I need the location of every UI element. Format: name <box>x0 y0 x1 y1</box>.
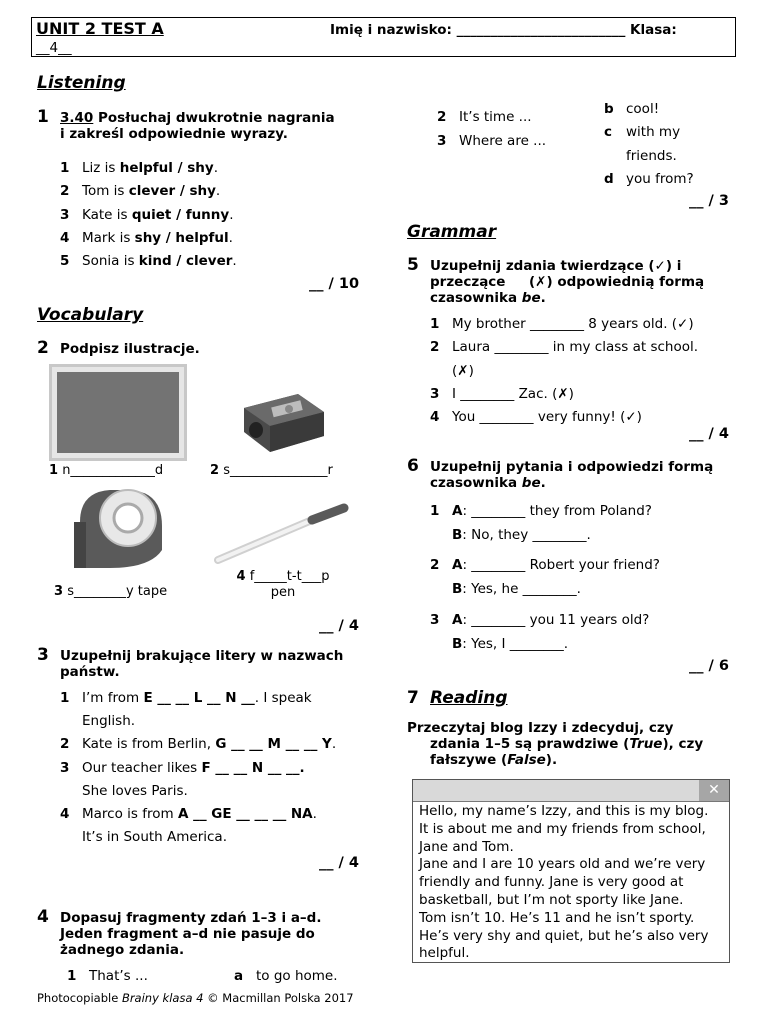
blog-line: basketball, but I’m not sporty like Jane. <box>419 891 684 908</box>
item-number: 1 <box>430 503 440 519</box>
item-text: She loves Paris. <box>82 782 188 799</box>
caption-2 <box>210 463 333 478</box>
instruction-text: Posłuchaj dwukrotnie nagrania <box>93 110 335 126</box>
country-gaps: F __ __ N __ __. <box>201 759 305 776</box>
footer <box>37 991 354 1005</box>
question-2-instruction: Podpisz ilustracje. <box>60 341 200 357</box>
list-item <box>430 336 698 359</box>
footer-text: © Macmillan Polska 2017 <box>203 991 354 1005</box>
blog-window <box>412 779 730 963</box>
instruction-text: be <box>521 475 541 491</box>
caption-number: 1 <box>49 463 59 478</box>
caption-1 <box>49 463 163 478</box>
item-text: ________ Robert your friend? <box>471 557 660 573</box>
question-3-instruction <box>60 648 343 680</box>
item-text: Mark is <box>82 229 135 246</box>
item-text: I ________ Zac. (✗) <box>452 385 574 402</box>
item-number: 4 <box>430 409 440 426</box>
instruction-text: Jeden fragment a–d nie pasuje do <box>60 926 315 942</box>
speaker-b-label: B <box>452 635 463 652</box>
country-gaps: G __ __ M __ __ Y <box>215 736 332 753</box>
instruction-text: żadnego zdania. <box>60 942 185 958</box>
item-letter: c <box>604 124 613 141</box>
list-item <box>60 180 237 203</box>
list-item <box>437 133 546 149</box>
blog-window-titlebar <box>413 780 729 802</box>
caption-3 <box>54 584 167 599</box>
item-text: Kate is from Berlin, <box>82 736 216 753</box>
item-text: . <box>232 253 237 270</box>
blog-line: helpful. <box>419 945 470 962</box>
instruction-text: ). <box>545 752 558 768</box>
question-7-instruction <box>407 720 703 768</box>
blog-line: Jane and I are 10 years old and we’re very <box>419 856 706 873</box>
answer-options: shy / helpful <box>134 229 229 246</box>
item-text: with my <box>626 124 681 141</box>
question-6-instruction <box>430 459 713 491</box>
item-text: Marco is from <box>82 806 178 823</box>
list-item: B: No, they ________. <box>452 526 591 543</box>
blog-line: friendly and funny. Jane is very good at <box>419 874 684 891</box>
question-4-score: __ / 3 <box>689 193 729 209</box>
list-item <box>60 687 336 710</box>
question-4-instruction <box>60 910 321 958</box>
speaker-b-label: B <box>452 526 463 543</box>
item-text: Kate is <box>82 206 132 223</box>
country-gaps: E __ __ L __ N __ <box>143 690 255 706</box>
item-text: ________ they from Poland? <box>471 503 652 519</box>
item-text: (✗) <box>452 362 474 379</box>
question-5-number: 5 <box>407 255 419 275</box>
item-number: 3 <box>437 133 447 149</box>
list-item <box>60 157 237 180</box>
blog-line: Jane and Tom. <box>419 838 514 855</box>
close-icon: ✕ <box>708 782 720 798</box>
instruction-text: Uzupełnij brakujące litery w nazwach <box>60 648 344 664</box>
answer-options: kind / clever <box>138 253 233 270</box>
list-item: 1 A: ________ they from Poland? <box>430 500 652 524</box>
list-item <box>604 121 694 144</box>
question-5-score: __ / 4 <box>689 426 729 442</box>
speaker-a-label: A <box>452 612 463 628</box>
answer-options: helpful / shy <box>119 160 214 176</box>
footer-text: Photocopiable <box>37 991 122 1005</box>
item-number: 2 <box>60 183 70 200</box>
list-item <box>60 757 336 780</box>
blog-line: It is about me and my friends from school, <box>419 820 706 837</box>
instruction-text: i zakreśl odpowiednie wyrazy. <box>60 126 288 142</box>
name-class-label: Imię i nazwisko: _________________________ Klasa: <box>330 22 677 38</box>
test-title: UNIT 2 TEST A <box>36 19 164 38</box>
item-number: 3 <box>430 612 440 628</box>
item-text: Where are ... <box>459 133 547 149</box>
item-text: Yes, I ________. <box>471 635 569 652</box>
item-number: 2 <box>430 557 440 573</box>
item-number: 2 <box>430 339 440 356</box>
caption-text: s________y tape <box>67 584 168 599</box>
item-letter: b <box>604 101 614 117</box>
item-number: 1 <box>60 160 70 176</box>
question-2-score: __ / 4 <box>319 618 359 634</box>
question-1-number: 1 <box>37 107 49 127</box>
list-item <box>67 968 148 984</box>
footer-book-title: Brainy klasa 4 <box>121 991 204 1005</box>
sharpener-image <box>236 380 328 456</box>
felt-tip-pen-image <box>212 500 350 568</box>
class-value: __4__ <box>36 40 72 56</box>
caption-text: pen <box>270 585 296 600</box>
list-item: B: Yes, I ________. <box>452 635 569 652</box>
question-1-instruction <box>60 110 335 142</box>
caption-number: 3 <box>54 584 64 599</box>
item-text: ________ you 11 years old? <box>471 612 650 628</box>
item-text: . <box>312 806 317 823</box>
item-number: 2 <box>437 109 447 125</box>
noticeboard-image <box>49 364 187 461</box>
item-number: 2 <box>60 736 70 753</box>
blog-line: Hello, my name’s Izzy, and this is my blog. <box>419 803 709 819</box>
caption-text: n_____________d <box>62 463 164 478</box>
speaker-b-label: B <box>452 580 463 597</box>
list-item <box>430 313 698 336</box>
caption-number: 4 <box>236 569 246 584</box>
list-item <box>60 733 336 756</box>
item-text: Liz is <box>82 160 120 176</box>
item-text: . I speak <box>254 690 312 706</box>
item-text: . <box>228 229 233 246</box>
instruction-text: Uzupełnij zdania twierdzące (✓) i <box>430 258 682 274</box>
instruction-text: Przeczytaj blog Izzy i zdecyduj, czy <box>407 720 674 736</box>
question-3-number: 3 <box>37 645 49 665</box>
question-6-item-3 <box>430 609 649 656</box>
instruction-text: czasownika <box>430 290 522 306</box>
instruction-text: . <box>540 290 546 306</box>
question-6-score: __ / 6 <box>689 658 729 674</box>
question-4-number: 4 <box>37 907 49 927</box>
list-item: 2 A: ________ Robert your friend? <box>430 554 660 578</box>
answer-options: clever / shy <box>128 183 216 200</box>
blog-line: He’s very shy and quiet, but he’s also very <box>419 927 709 944</box>
item-text: Yes, he ________. <box>471 580 581 597</box>
caption-text: f_____t-t___p <box>249 569 330 584</box>
item-text: It’s in South America. <box>82 829 227 846</box>
item-number: 4 <box>60 229 70 246</box>
item-text: Sonia is <box>82 253 139 270</box>
item-text: . <box>331 736 337 753</box>
question-7-number: 7 <box>407 688 419 708</box>
item-text: Our teacher likes <box>82 759 202 776</box>
instruction-text: ), czy <box>662 736 704 752</box>
question-5-instruction <box>430 258 704 306</box>
listening-items <box>60 157 237 273</box>
list-item <box>60 227 237 250</box>
header-box <box>31 17 736 57</box>
speaker-a-label: A <box>452 503 463 519</box>
blog-text <box>413 802 729 964</box>
list-item <box>604 98 694 121</box>
instruction-text: przeczące (✗) odpowiednią formą <box>430 274 705 290</box>
question-1-score: __ / 10 <box>309 276 360 292</box>
instruction-text: True <box>629 736 663 752</box>
instruction-text: . <box>540 475 546 491</box>
item-text: English. <box>82 713 136 730</box>
item-number: 5 <box>60 253 70 270</box>
list-item <box>604 168 694 191</box>
list-item <box>60 204 237 227</box>
item-text: . <box>229 206 234 223</box>
list-item: B: Yes, he ________. <box>452 580 581 597</box>
item-text: cool! <box>626 101 660 117</box>
caption-text: s_______________r <box>223 463 333 478</box>
answer-options: quiet / funny <box>131 206 230 223</box>
question-6-item-1 <box>430 500 652 547</box>
question-2-number: 2 <box>37 338 49 358</box>
caption-4 <box>223 569 343 601</box>
question-3-items <box>60 687 336 849</box>
item-letter: d <box>604 170 614 187</box>
item-number: 1 <box>60 690 70 706</box>
blog-line: Tom isn’t 10. He’s 11 and he isn’t sporty. <box>419 909 695 926</box>
item-text: to go home. <box>256 968 338 984</box>
instruction-text: Uzupełnij pytania i odpowiedzi formą <box>430 459 714 475</box>
sticky-tape-image <box>70 482 170 570</box>
list-item <box>234 968 338 984</box>
item-number: 1 <box>430 316 440 332</box>
close-button[interactable] <box>699 780 729 801</box>
item-text: . <box>213 160 218 176</box>
item-number: 1 <box>67 968 77 984</box>
list-item <box>60 803 336 826</box>
item-text: Tom is <box>82 183 129 200</box>
item-text: you from? <box>626 170 694 187</box>
country-gaps: A __ GE __ __ __ NA <box>177 806 313 823</box>
instruction-text: czasownika <box>430 475 522 491</box>
item-text: You ________ very funny! (✓) <box>452 409 642 426</box>
item-number: 3 <box>60 759 70 776</box>
list-item <box>437 109 532 125</box>
item-text: No, they ________. <box>471 526 591 543</box>
question-3-score: __ / 4 <box>319 855 359 871</box>
item-number: 4 <box>60 806 70 823</box>
item-letter: a <box>234 968 244 984</box>
item-text: It’s time ... <box>459 109 532 125</box>
item-text: That’s ... <box>89 968 148 984</box>
listening-heading: Listening <box>37 73 126 93</box>
vocabulary-heading: Vocabulary <box>37 305 144 325</box>
grammar-heading: Grammar <box>407 222 497 242</box>
list-item <box>60 250 237 273</box>
instruction-text: False <box>507 752 546 768</box>
reading-heading: Reading <box>430 688 508 708</box>
item-number: 3 <box>60 206 70 223</box>
instruction-text: państw. <box>60 664 120 680</box>
item-text: friends. <box>626 147 677 164</box>
instruction-text: fałszywe ( <box>430 752 508 768</box>
list-item <box>430 383 698 406</box>
item-text: My brother ________ 8 years old. (✓) <box>452 316 694 332</box>
item-text: . <box>215 183 221 200</box>
item-text: Laura ________ in my class at school. <box>452 339 699 356</box>
item-number: 3 <box>430 385 440 402</box>
question-5-items <box>430 313 698 429</box>
track-number: 3.40 <box>60 110 94 126</box>
instruction-text: zdania 1–5 są prawdziwe ( <box>430 736 630 752</box>
question-6-number: 6 <box>407 456 419 476</box>
speaker-a-label: A <box>452 557 463 573</box>
question-6-item-2 <box>430 554 660 601</box>
item-text: I’m from <box>82 690 144 706</box>
caption-number: 2 <box>210 463 220 478</box>
list-item: 3 A: ________ you 11 years old? <box>430 609 649 633</box>
question-4-right-options <box>604 98 694 191</box>
list-item <box>430 406 698 429</box>
instruction-text: be <box>521 290 541 306</box>
instruction-text: Dopasuj fragmenty zdań 1–3 i a–d. <box>60 910 322 926</box>
